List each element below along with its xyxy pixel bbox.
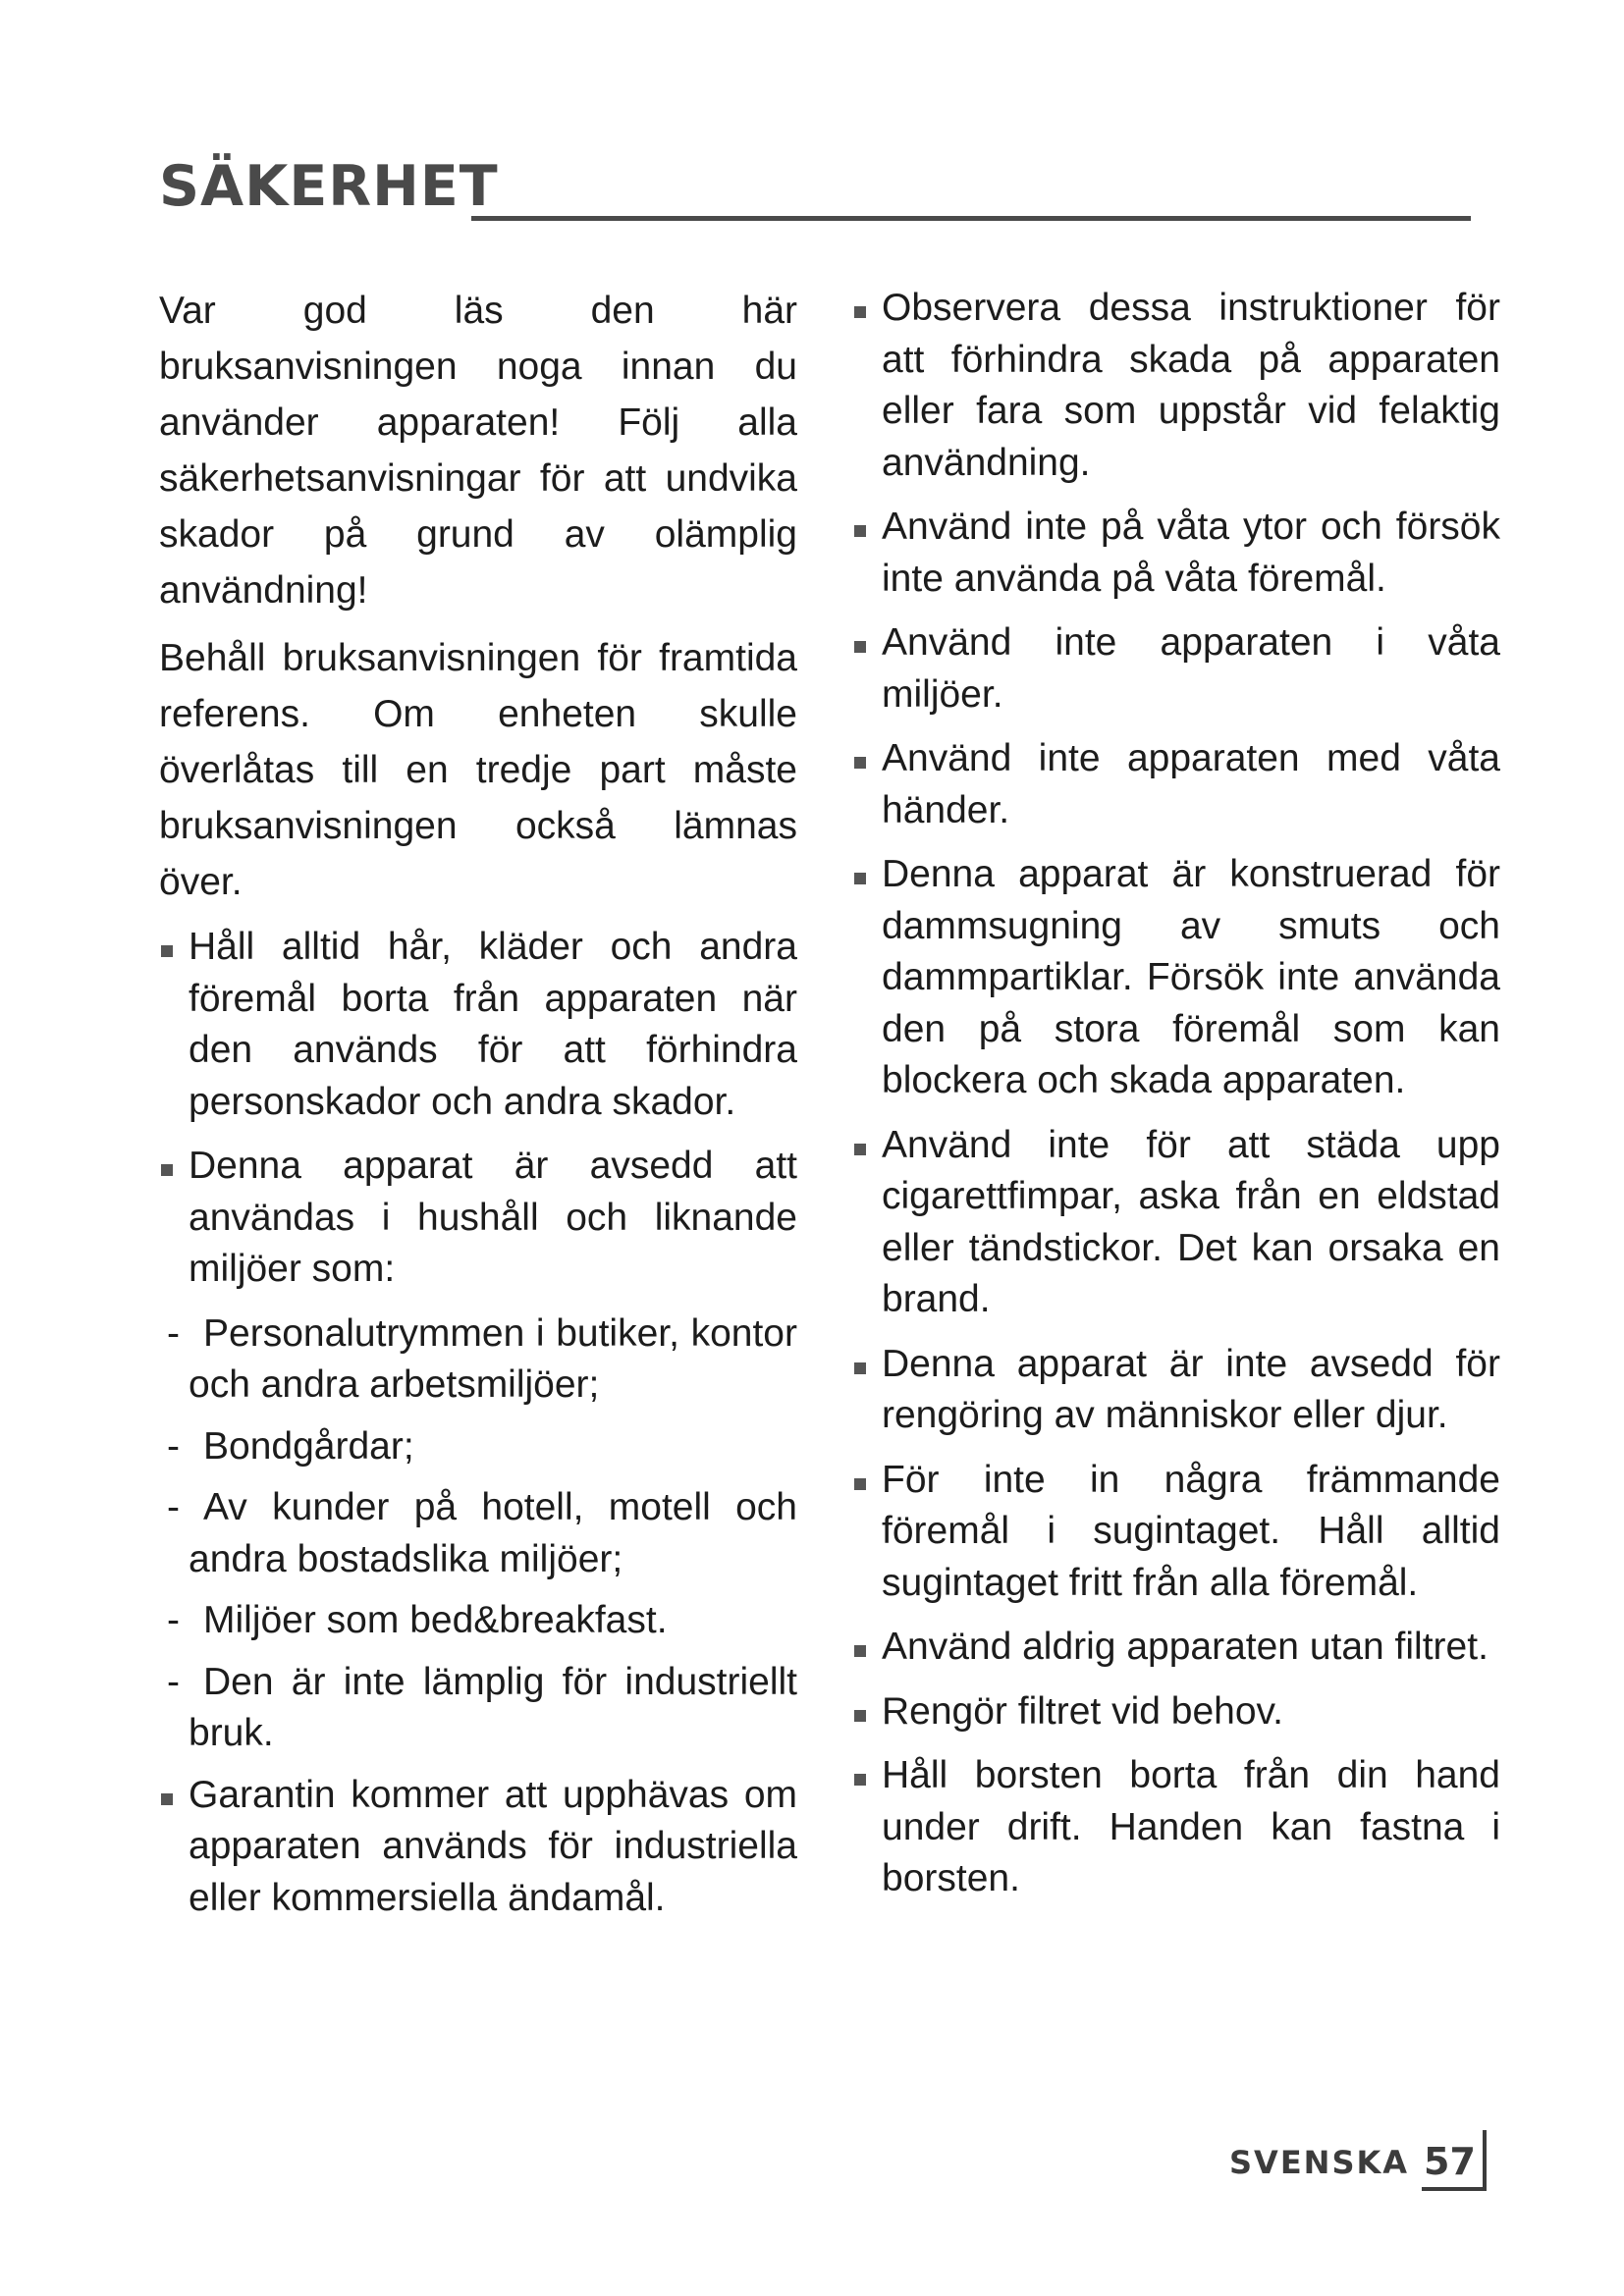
list-item-text: Denna apparat är avsedd att användas i hushåll och liknande miljöer som: <box>189 1145 797 1290</box>
sub-list-item-text: Miljöer som bed&breakfast. <box>203 1599 668 1641</box>
list-item-text: Använd inte på våta ytor och försök inte använda på våta föremål. <box>882 506 1500 600</box>
list-item-text: Garantin kommer att upphävas om apparaten används för industriella eller kommersiella ändamål. <box>189 1773 797 1919</box>
sub-list-item <box>159 1657 797 1760</box>
list-item <box>852 1622 1500 1674</box>
list-item-text: Denna apparat är konstruerad för dammsugning av smuts och dammpartiklar. Försök inte använda den på stora föremål som kan blockera och skada apparaten. <box>882 853 1500 1101</box>
list-item <box>852 1686 1500 1738</box>
page-number: 57 <box>1424 2140 1476 2183</box>
square-bullet-icon <box>854 757 866 769</box>
list-item <box>852 617 1500 721</box>
list-item-text: Använd aldrig apparaten utan filtret. <box>882 1626 1489 1668</box>
square-bullet-icon <box>854 1478 866 1490</box>
list-item-text: Använd inte för att städa upp cigarettfimpar, aska från en eldstad eller tändstickor. Det kan orsaka en brand. <box>882 1123 1500 1320</box>
list-item-text: Använd inte apparaten med våta händer. <box>882 737 1500 831</box>
list-item <box>852 1339 1500 1442</box>
square-bullet-icon <box>854 1710 866 1722</box>
list-item-text: Använd inte apparaten i våta miljöer. <box>882 621 1500 716</box>
list-item <box>852 1455 1500 1610</box>
dash-bullet-icon: - <box>167 1599 180 1641</box>
intro-paragraph: Var god läs den här bruksanvisningen noga innan du använder apparaten! Följ alla säkerhetsanvisningar för att undvika skador på grund av olämplig användning! <box>159 290 797 612</box>
list-item <box>159 1770 797 1925</box>
list-item <box>159 1141 797 1296</box>
square-bullet-icon <box>854 1144 866 1155</box>
sub-list-item-text: Bondgårdar; <box>203 1424 414 1468</box>
sub-list-item-text: Den är inte lämplig för industriellt bruk. <box>189 1660 797 1754</box>
page-title: SÄKERHET <box>159 154 499 219</box>
square-bullet-icon <box>854 306 866 318</box>
title-underline <box>471 216 1471 221</box>
reference-paragraph: Behåll bruksanvisningen för framtida referens. Om enheten skulle överlåtas till en tredje part måste bruksanvisningen också lämnas över. <box>159 637 797 903</box>
sub-list-item-text: Av kunder på hotell, motell och andra bostadslika miljöer; <box>189 1486 797 1580</box>
dash-bullet-icon: - <box>167 1424 180 1468</box>
list-item-text: Observera dessa instruktioner för att förhindra skada på apparaten eller fara som uppstår vid felaktig användning. <box>882 287 1500 484</box>
list-item <box>852 849 1500 1107</box>
list-item <box>852 502 1500 605</box>
section-header <box>159 149 1471 228</box>
square-bullet-icon <box>854 525 866 537</box>
dash-bullet-icon: - <box>167 1311 180 1355</box>
sub-list-item <box>159 1308 797 1412</box>
square-bullet-icon <box>161 945 173 957</box>
list-item <box>852 1750 1500 1905</box>
list-item <box>852 733 1500 836</box>
page-number-underline <box>1422 2187 1487 2191</box>
sub-list-item <box>159 1421 797 1473</box>
list-item-text: Håll alltid hår, kläder och andra föremål borta från apparaten när den används för att förhindra personskador och andra skador. <box>189 926 797 1123</box>
left-column <box>159 283 797 1937</box>
square-bullet-icon <box>854 873 866 884</box>
square-bullet-icon <box>854 1774 866 1786</box>
sub-list-item <box>159 1482 797 1585</box>
dash-bullet-icon: - <box>167 1660 180 1703</box>
right-column <box>852 283 1500 1918</box>
page-number-bracket <box>1483 2130 1487 2191</box>
page-footer <box>1218 2130 1492 2199</box>
language-label: SVENSKA <box>1229 2144 1410 2181</box>
list-item <box>852 1120 1500 1326</box>
square-bullet-icon <box>161 1164 173 1176</box>
list-item-text: För inte in några främmande föremål i sugintaget. Håll alltid sugintaget fritt från alla föremål. <box>882 1458 1500 1604</box>
list-item-text: Håll borsten borta från din hand under drift. Handen kan fastna i borsten. <box>882 1754 1500 1899</box>
square-bullet-icon <box>854 641 866 653</box>
list-item-text: Denna apparat är inte avsedd för rengöring av människor eller djur. <box>882 1342 1500 1436</box>
square-bullet-icon <box>854 1362 866 1374</box>
sub-list-item <box>159 1595 797 1647</box>
list-item <box>852 283 1500 489</box>
square-bullet-icon <box>854 1645 866 1657</box>
list-item-text: Rengör filtret vid behov. <box>882 1689 1283 1733</box>
list-item <box>159 922 797 1128</box>
sub-list-item-text: Personalutrymmen i butiker, kontor och andra arbetsmiljöer; <box>189 1311 797 1406</box>
dash-bullet-icon: - <box>167 1486 180 1528</box>
square-bullet-icon <box>161 1793 173 1805</box>
